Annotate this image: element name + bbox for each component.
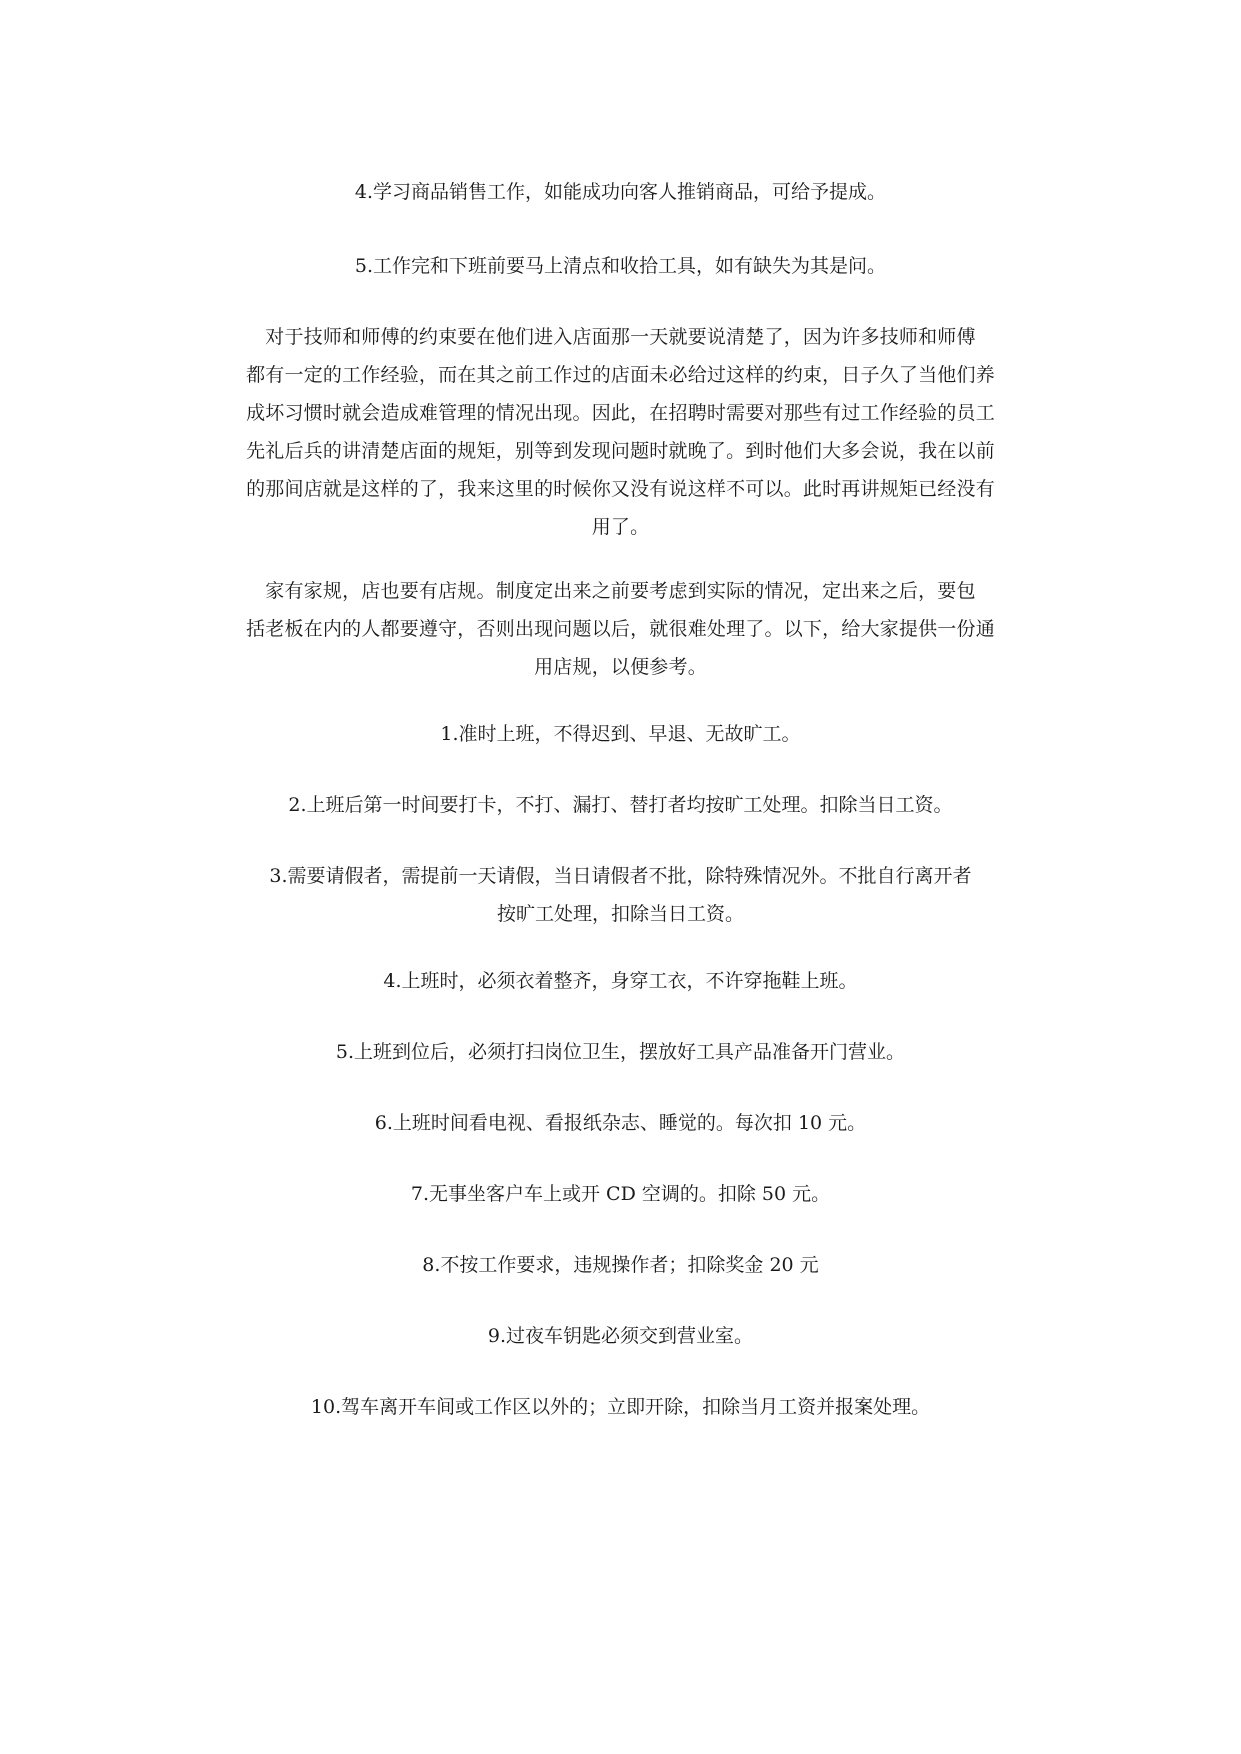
paragraph-line: 家有家规，店也要有店规。制度定出来之前要考虑到实际的情况，定出来之后，要包 <box>265 580 976 602</box>
paragraph-line: 对于技师和师傅的约束要在他们进入店面那一天就要说清楚了，因为许多技师和师傅 <box>265 326 976 348</box>
rule-item: 2.上班后第一时间要打卡，不打、漏打、替打者均按旷工处理。扣除当日工资。 <box>288 794 953 816</box>
paragraph-line: 的那间店就是这样的了，我来这里的时候你又没有说这样不可以。此时再讲规矩已经没有 <box>246 478 995 500</box>
paragraph-line: 先礼后兵的讲清楚店面的规矩，别等到发现问题时就晚了。到时他们大多会说，我在以前 <box>246 440 995 462</box>
list-item: 4.学习商品销售工作，如能成功向客人推销商品，可给予提成。 <box>354 181 887 203</box>
rule-item: 1.准时上班，不得迟到、早退、无故旷工。 <box>440 723 801 745</box>
rule-item: 按旷工处理，扣除当日工资。 <box>496 903 744 925</box>
rule-item: 6.上班时间看电视、看报纸杂志、睡觉的。每次扣 10 元。 <box>374 1112 867 1134</box>
rule-item: 8.不按工作要求，违规操作者；扣除奖金 20 元 <box>422 1254 819 1276</box>
rule-item: 10.驾车离开车间或工作区以外的；立即开除，扣除当月工资并报案处理。 <box>310 1396 931 1418</box>
paragraph-line: 括老板在内的人都要遵守，否则出现问题以后，就很难处理了。以下，给大家提供一份通 <box>246 618 995 640</box>
paragraph-line: 用了。 <box>591 516 650 538</box>
paragraph-line: 用店规，以便参考。 <box>534 656 707 678</box>
rule-item: 9.过夜车钥匙必须交到营业室。 <box>487 1325 754 1347</box>
rule-item: 7.无事坐客户车上或开 CD 空调的。扣除 50 元。 <box>410 1183 831 1205</box>
paragraph-line: 成坏习惯时就会造成难管理的情况出现。因此，在招聘时需要对那些有过工作经验的员工 <box>246 402 995 424</box>
paragraph-line: 都有一定的工作经验，而在其之前工作过的店面未必给过这样的约束，日子久了当他们养 <box>246 364 995 386</box>
rule-item: 4.上班时，必须衣着整齐，身穿工衣，不许穿拖鞋上班。 <box>383 970 858 992</box>
rule-item: 5.上班到位后，必须打扫岗位卫生，摆放好工具产品准备开门营业。 <box>335 1041 906 1063</box>
list-item: 5.工作完和下班前要马上清点和收拾工具，如有缺失为其是问。 <box>354 255 887 277</box>
rule-item: 3.需要请假者，需提前一天请假，当日请假者不批，除特殊情况外。不批自行离开者 <box>269 865 972 887</box>
